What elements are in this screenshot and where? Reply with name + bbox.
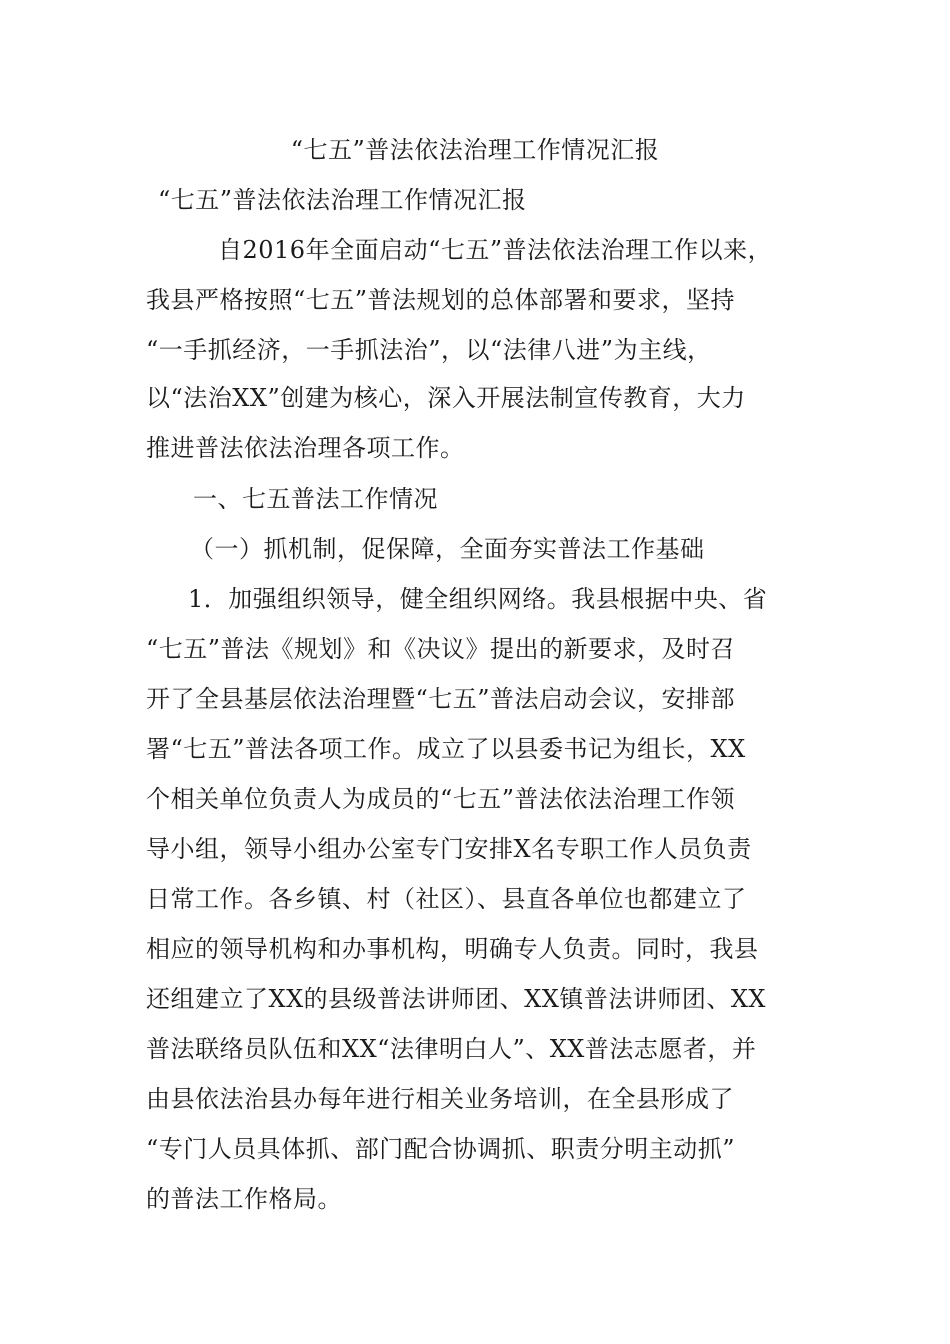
body-line-2: 我县严格按照“七五”普法规划的总体部署和要求，坚持 — [146, 286, 736, 314]
body-line-5: 推进普法依法治理各项工作。 — [146, 434, 465, 462]
body-line-13: 导小组，领导小组办公室专门安排X名专职工作人员负责 — [146, 835, 752, 863]
body-line-10: 开了全县基层依法治理暨“七五”普法启动会议，安排部 — [146, 685, 736, 713]
body-line-17: 普法联络员队伍和XX“法律明白人”、XX普法志愿者，并 — [146, 1035, 757, 1063]
body-line-1: 自2016年全面启动“七五”普法依法治理工作以来， — [218, 236, 773, 264]
body-line-11: 署“七五”普法各项工作。成立了以县委书记为组长，XX — [146, 735, 746, 763]
body-line-3: “一手抓经济，一手抓法治”，以“法律八进”为主线， — [146, 336, 712, 364]
body-line-15: 相应的领导机构和办事机构，明确专人负责。同时，我县 — [146, 935, 759, 963]
body-line-20: 的普法工作格局。 — [146, 1185, 342, 1213]
body-line-14: 日常工作。各乡镇、村（社区）、县直各单位也都建立了 — [146, 885, 747, 913]
body-line-18: 由县依法治县办每年进行相关业务培训，在全县形成了 — [146, 1085, 734, 1113]
subsection-heading: （一）抓机制，促保障，全面夯实普法工作基础 — [190, 535, 705, 563]
body-line-12: 个相关单位负责人为成员的“七五”普法依法治理工作领 — [146, 785, 736, 813]
document-title: “七五”普法依法治理工作情况汇报 — [290, 136, 660, 164]
section-heading: 一、七五普法工作情况 — [193, 485, 438, 513]
body-line-4: 以“法治XX”创建为核心，深入开展法制宣传教育，大力 — [146, 384, 746, 412]
body-line-16: 还组建立了XX的县级普法讲师团、XX镇普法讲师团、XX — [146, 985, 767, 1013]
body-line-19: “专门人员具体抓、部门配合协调抓、职责分明主动抓” — [146, 1135, 736, 1163]
body-line-8: 1．加强组织领导，健全组织网络。我县根据中央、省 — [188, 585, 768, 613]
document-subtitle: “七五”普法依法治理工作情况汇报 — [158, 186, 527, 214]
body-line-9: “七五”普法《规划》和《决议》提出的新要求，及时召 — [146, 635, 736, 663]
